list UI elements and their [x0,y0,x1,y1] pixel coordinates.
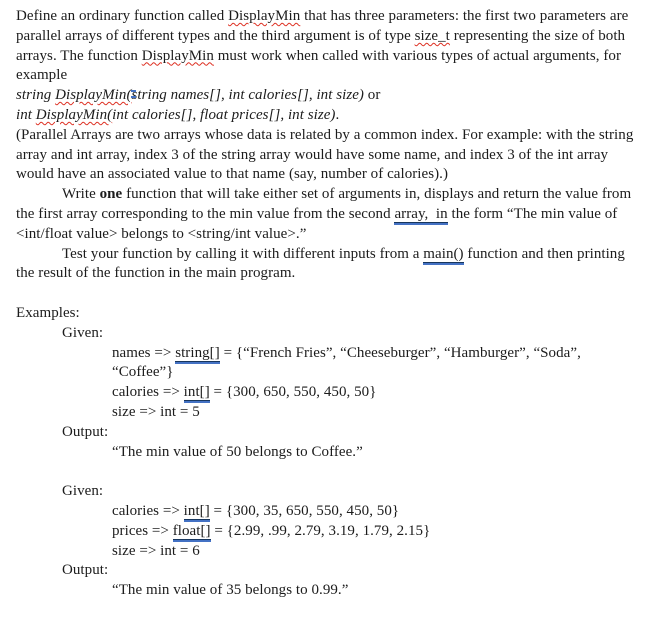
example2-prices-line [16,522,644,542]
spellcheck-sig2-displaymin: DisplayMin( [35,106,113,123]
sig2-args: int calories[], float prices[], int size) [112,106,336,123]
intro-text-1: Define an ordinary function called [16,8,229,24]
grammar-float-array-type: float[] [172,522,211,539]
intro-text-4: must work when called with various types of actual arguments, for example [16,47,621,84]
test-text-2: function and then printing the result of the function in the main program. [16,245,625,282]
spellcheck-sig1-displaymin: DisplayMin( [55,87,132,104]
grammar-array-in: array, in [394,205,448,222]
calories-var-2: calories => [112,502,184,519]
prices-var: prices => [112,522,173,539]
example1-names-line [16,344,644,384]
calories-var: calories => [112,384,184,401]
grammar-string-array-type: string[] [175,344,220,361]
blank-line [16,462,644,482]
sig1-args: string names[], int calories[], int size) [131,87,364,104]
grammar-int-array-type-1: int[] [183,384,210,401]
prices-values: = {2.99, .99, 2.79, 3.19, 1.79, 2.15} [210,522,431,539]
parallel-arrays-note: (Parallel Arrays are two arrays whose data is related by a common index. For example: with the string array and int array, index 3 of the string array would have some name, and index 3 of the int array would have an associated value to that name (say, number of calories).) [16,126,634,183]
names-var: names => [112,344,176,361]
example2-size-line: size => int = 6 [112,542,200,559]
task-text-3: the form “The min value of <int/float value> belongs to <string/int value>.” [16,205,618,242]
task-paragraph [16,185,644,244]
example1-calories-line [16,383,644,403]
sig2-tail: . [335,106,340,123]
task-text-1: Write [62,186,100,203]
example2-given-label: Given: [62,483,104,500]
calories-values-2: = {300, 35, 650, 550, 450, 50} [209,502,400,519]
task-bold-one: one [99,186,123,203]
grammar-int-array-type-2: int[] [183,502,210,519]
intro-paragraph [16,7,644,86]
examples-heading: Examples: [16,304,80,321]
blank-line [16,284,644,304]
intro-text-3: representing the size of both arrays. The function [16,27,626,64]
test-text-1: Test your function by calling it with different inputs from a [62,245,424,262]
example2-calories-line [16,502,644,522]
spellcheck-displaymin-2: DisplayMin [141,47,214,64]
names-values: = {“French Fries”, “Cheeseburger”, “Hamburger”, “Soda”, “Coffee”} [112,344,581,381]
example1-output-text: “The min value of 50 belongs to Coffee.” [112,443,363,460]
signature-line-2 [16,106,644,126]
spellcheck-displaymin-1: DisplayMin [228,8,301,24]
test-paragraph [16,245,644,285]
signature-line-1 [16,86,644,106]
sig1-return-type: string [16,87,56,104]
intro-text-2: that has three parameters: the first two parameters are parallel arrays of different types and the third argument is of type [16,8,629,44]
example2-output-label: Output: [62,562,109,579]
spellcheck-size-t: size_t [414,27,450,44]
example2-output-text: “The min value of 35 belongs to 0.99.” [112,582,349,599]
example1-size-line: size => int = 5 [112,403,200,420]
sig1-tail: or [363,87,381,104]
example1-given-label: Given: [62,324,104,341]
example1-output-label: Output: [62,423,109,440]
sig2-return-type: int [16,106,36,123]
grammar-main-fn: main() [423,245,464,262]
calories-values: = {300, 650, 550, 450, 50} [209,384,377,401]
task-text-2: function that will take either set of arguments in, displays and return the value from the first array corresponding to the min value from the second [16,186,632,222]
